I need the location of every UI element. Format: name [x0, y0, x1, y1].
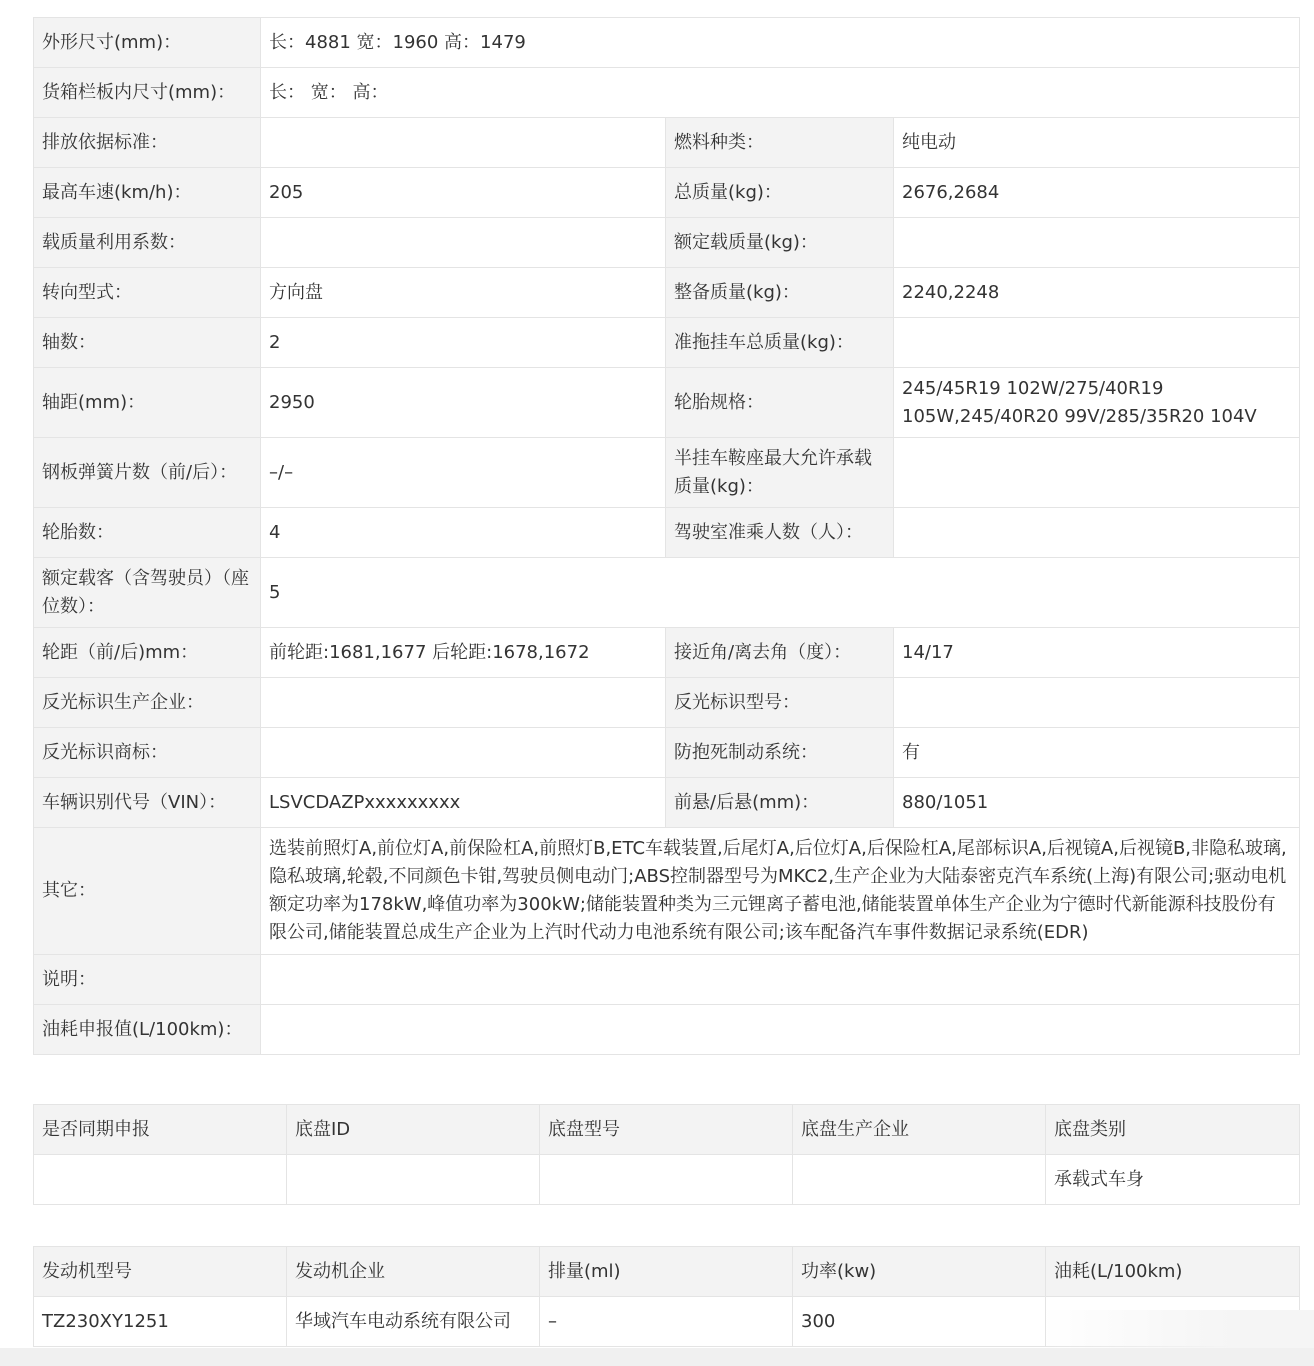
other-value: 选装前照灯A,前位灯A,前保险杠A,前照灯B,ETC车载装置,后尾灯A,后位灯A,后保险杠A,尾部标识A,后视镜A,后视镜B,非隐私玻璃,隐私玻璃,轮毂,不同颜色卡钳,驾驶员侧电动门;ABS控制器型号为MKC2,生产企业为大陆泰密克汽车系统(上海)有限公司;驱动电机额定功率为178kW,峰值功率为300kW;储能装置种类为三元锂离子蓄电池,储能装置单体生产企业为宁德时代新能源科技股份有限公司,储能装置总成生产企业为上汽时代动力电池系统有限公司;该车配备汽车事件数据记录系统(EDR)	[261, 828, 1300, 955]
engine-cell-displacement: –	[540, 1297, 793, 1347]
table-row	[34, 1005, 1300, 1055]
track-label: 轮距（前/后)mm：	[34, 628, 261, 678]
reflector-maker-value	[261, 678, 666, 728]
tires-value: 4	[261, 508, 666, 558]
total-mass-value: 2676,2684	[894, 168, 1300, 218]
load-coef-value	[261, 218, 666, 268]
steering-value: 方向盘	[261, 268, 666, 318]
axles-value: 2	[261, 318, 666, 368]
engine-header-displacement: 排量(ml)	[540, 1247, 793, 1297]
engine-header-maker: 发动机企业	[287, 1247, 540, 1297]
cargo-box-label: 货箱栏板内尺寸(mm)：	[34, 68, 261, 118]
steering-label: 转向型式：	[34, 268, 261, 318]
max-speed-value: 205	[261, 168, 666, 218]
overhang-value: 880/1051	[894, 778, 1300, 828]
fuel-label: 燃料种类：	[666, 118, 894, 168]
table-row	[34, 68, 1300, 118]
table-row	[34, 728, 1300, 778]
table-header-row	[34, 1247, 1300, 1297]
chassis-cell-model	[540, 1155, 793, 1205]
engine-cell-maker: 华域汽车电动系统有限公司	[287, 1297, 540, 1347]
table-row	[34, 268, 1300, 318]
chassis-header-id: 底盘ID	[287, 1105, 540, 1155]
reflector-brand-value	[261, 728, 666, 778]
spec-table	[33, 17, 1300, 1055]
wheelbase-value: 2950	[261, 368, 666, 438]
seats-label: 额定载客（含驾驶员）（座位数）：	[34, 558, 261, 628]
fuel-consumption-label: 油耗申报值(L/100km)：	[34, 1005, 261, 1055]
table-row	[34, 118, 1300, 168]
reflector-model-value	[894, 678, 1300, 728]
table-row	[34, 1155, 1300, 1205]
table-row	[34, 218, 1300, 268]
table-row	[34, 368, 1300, 438]
saddle-label: 半挂车鞍座最大允许承载质量(kg)：	[666, 438, 894, 508]
chassis-header-sync: 是否同期申报	[34, 1105, 287, 1155]
axles-label: 轴数：	[34, 318, 261, 368]
table-row	[34, 955, 1300, 1005]
table-row	[34, 168, 1300, 218]
engine-header-fuel: 油耗(L/100km)	[1046, 1247, 1300, 1297]
engine-header-model: 发动机型号	[34, 1247, 287, 1297]
table-row	[34, 508, 1300, 558]
engine-cell-power: 300	[793, 1297, 1046, 1347]
rated-load-value	[894, 218, 1300, 268]
reflector-maker-label: 反光标识生产企业：	[34, 678, 261, 728]
table-row	[34, 628, 1300, 678]
cargo-box-value: 长： 宽： 高：	[261, 68, 1300, 118]
fuel-value: 纯电动	[894, 118, 1300, 168]
table-row	[34, 18, 1300, 68]
reflector-brand-label: 反光标识商标：	[34, 728, 261, 778]
chassis-header-type: 底盘类别	[1046, 1105, 1300, 1155]
tires-label: 轮胎数：	[34, 508, 261, 558]
cab-passengers-label: 驾驶室准乘人数（人）：	[666, 508, 894, 558]
chassis-cell-id	[287, 1155, 540, 1205]
reflector-model-label: 反光标识型号：	[666, 678, 894, 728]
angle-value: 14/17	[894, 628, 1300, 678]
rated-load-label: 额定载质量(kg)：	[666, 218, 894, 268]
chassis-header-maker: 底盘生产企业	[793, 1105, 1046, 1155]
chassis-cell-sync	[34, 1155, 287, 1205]
dimensions-value: 长：4881 宽：1960 高：1479	[261, 18, 1300, 68]
emission-label: 排放依据标准：	[34, 118, 261, 168]
load-coef-label: 载质量利用系数：	[34, 218, 261, 268]
trailer-mass-label: 准拖挂车总质量(kg)：	[666, 318, 894, 368]
overhang-label: 前悬/后悬(mm)：	[666, 778, 894, 828]
leaf-spring-label: 钢板弹簧片数（前/后）：	[34, 438, 261, 508]
table-header-row	[34, 1105, 1300, 1155]
chassis-cell-type: 承载式车身	[1046, 1155, 1300, 1205]
trailer-mass-value	[894, 318, 1300, 368]
engine-cell-model: TZ230XY1251	[34, 1297, 287, 1347]
max-speed-label: 最高车速(km/h)：	[34, 168, 261, 218]
curb-mass-value: 2240,2248	[894, 268, 1300, 318]
chassis-header-model: 底盘型号	[540, 1105, 793, 1155]
table-row	[34, 558, 1300, 628]
tire-spec-label: 轮胎规格：	[666, 368, 894, 438]
wheelbase-label: 轴距(mm)：	[34, 368, 261, 438]
vin-value: LSVCDAZPxxxxxxxxx	[261, 778, 666, 828]
angle-label: 接近角/离去角（度）：	[666, 628, 894, 678]
table-row	[34, 678, 1300, 728]
table-row	[34, 318, 1300, 368]
leaf-spring-value: –/–	[261, 438, 666, 508]
emission-value	[261, 118, 666, 168]
saddle-value	[894, 438, 1300, 508]
table-row	[34, 778, 1300, 828]
chassis-cell-maker	[793, 1155, 1046, 1205]
dimensions-label: 外形尺寸(mm)：	[34, 18, 261, 68]
table-row	[34, 438, 1300, 508]
bottom-edge	[0, 1348, 1314, 1366]
vin-label: 车辆识别代号（VIN）：	[34, 778, 261, 828]
abs-value: 有	[894, 728, 1300, 778]
tire-spec-value: 245/45R19 102W/275/40R19 105W,245/40R20 99V/285/35R20 104V	[894, 368, 1300, 438]
engine-header-power: 功率(kw)	[793, 1247, 1046, 1297]
seats-value: 5	[261, 558, 1300, 628]
cab-passengers-value	[894, 508, 1300, 558]
track-value: 前轮距:1681,1677 后轮距:1678,1672	[261, 628, 666, 678]
abs-label: 防抱死制动系统：	[666, 728, 894, 778]
chassis-table	[33, 1104, 1300, 1205]
total-mass-label: 总质量(kg)：	[666, 168, 894, 218]
other-label: 其它：	[34, 828, 261, 955]
note-value	[261, 955, 1300, 1005]
table-row	[34, 828, 1300, 955]
curb-mass-label: 整备质量(kg)：	[666, 268, 894, 318]
fuel-consumption-value	[261, 1005, 1300, 1055]
note-label: 说明：	[34, 955, 261, 1005]
